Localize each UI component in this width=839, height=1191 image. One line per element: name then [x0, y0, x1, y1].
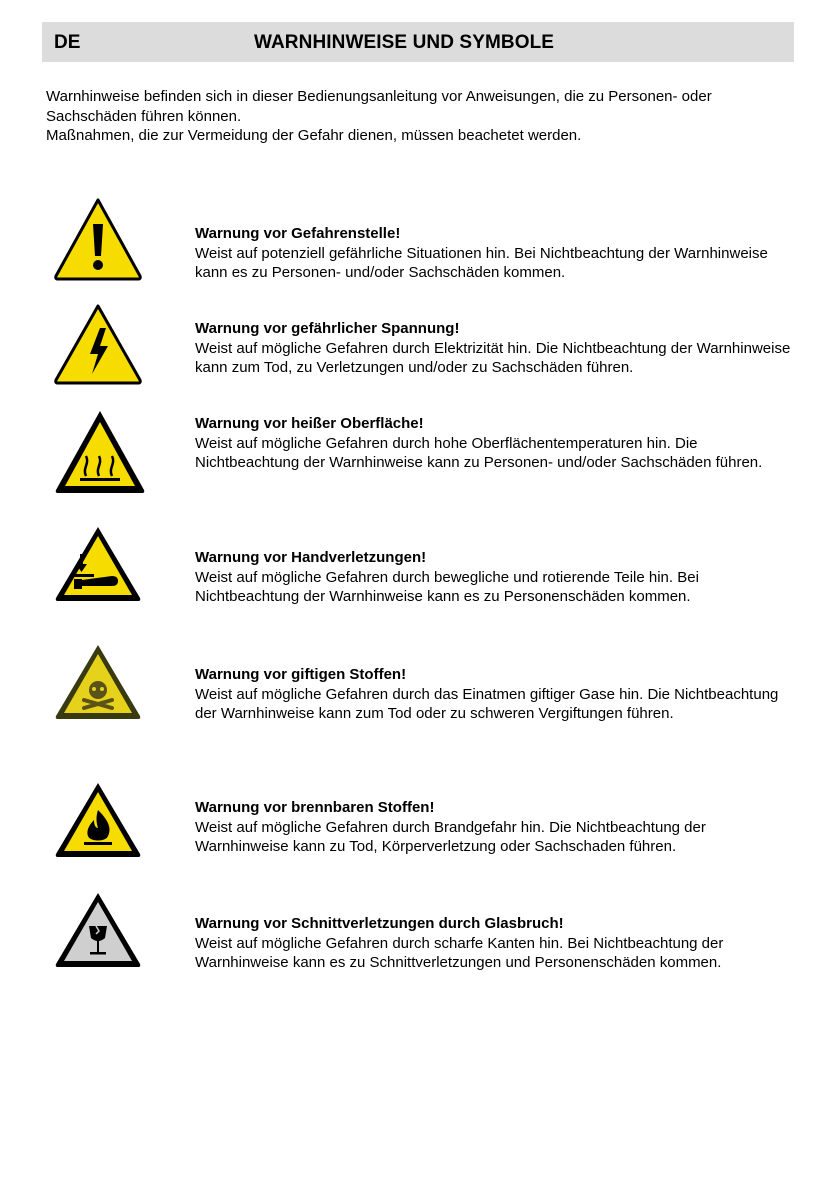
warning-heading: Warnung vor Gefahrenstelle!	[195, 225, 401, 242]
page-title: WARNHINWEISE UND SYMBOLE	[254, 32, 555, 53]
warning-description: Weist auf mögliche Gefahren durch hohe Oberflächentemperaturen hin. Die Nichtbeachtung der Warnhinweise kann zu Personen- und/oder Sachschäden führen.	[195, 434, 763, 471]
high-voltage-icon	[52, 302, 144, 386]
intro-paragraph-1: Warnhinweise befinden sich in dieser Bedienungsanleitung vor Anweisungen, die zu Personen- oder Sachschäden führen können.	[46, 88, 712, 125]
hand-injury-icon	[52, 524, 144, 604]
warning-heading: Warnung vor Handverletzungen!	[195, 549, 427, 566]
warning-description: Weist auf mögliche Gefahren durch Elektrizität hin. Die Nichtbeachtung der Warnhinweise kann zum Tod, zu Verletzungen und/oder zu Sachschäden führen.	[195, 339, 791, 376]
warning-description: Weist auf mögliche Gefahren durch scharfe Kanten hin. Bei Nichtbeachtung der Warnhinweise kann es zu Schnittverletzungen und Personenschäden kommen.	[195, 934, 724, 971]
broken-glass-icon	[52, 890, 144, 970]
intro-paragraph-2: Maßnahmen, die zur Vermeidung der Gefahr dienen, müssen beachetet werden.	[46, 127, 582, 144]
warning-heading: Warnung vor gefährlicher Spannung!	[195, 320, 460, 337]
warning-heading: Warnung vor Schnittverletzungen durch Glasbruch!	[195, 915, 564, 932]
warning-description: Weist auf potenziell gefährliche Situationen hin. Bei Nichtbeachtung der Warnhinweise kann es zu Personen- und/oder Sachschäden kommen.	[195, 244, 768, 281]
warning-description: Weist auf mögliche Gefahren durch bewegliche und rotierende Teile hin. Bei Nichtbeachtung der Warnhinweise kann es zu Personenschäden kommen.	[195, 568, 699, 605]
language-code: DE	[54, 32, 81, 53]
hot-surface-icon	[52, 408, 144, 496]
warning-description: Weist auf mögliche Gefahren durch Brandgefahr hin. Die Nichtbeachtung der Warnhinweise kann zu Tod, Körperverletzung oder Sachschaden führen.	[195, 818, 706, 855]
warning-heading: Warnung vor brennbaren Stoffen!	[195, 799, 435, 816]
exclamation-icon	[52, 196, 144, 282]
page-header	[42, 22, 794, 62]
toxic-icon	[52, 642, 144, 722]
flammable-icon	[52, 780, 144, 860]
warning-heading: Warnung vor giftigen Stoffen!	[195, 666, 407, 683]
warning-heading: Warnung vor heißer Oberfläche!	[195, 415, 424, 432]
warning-description: Weist auf mögliche Gefahren durch das Einatmen giftiger Gase hin. Die Nichtbeachtung der Warnhinweise kann zum Tod oder zu schweren Vergiftungen führen.	[195, 685, 779, 722]
intro-text	[46, 87, 806, 146]
